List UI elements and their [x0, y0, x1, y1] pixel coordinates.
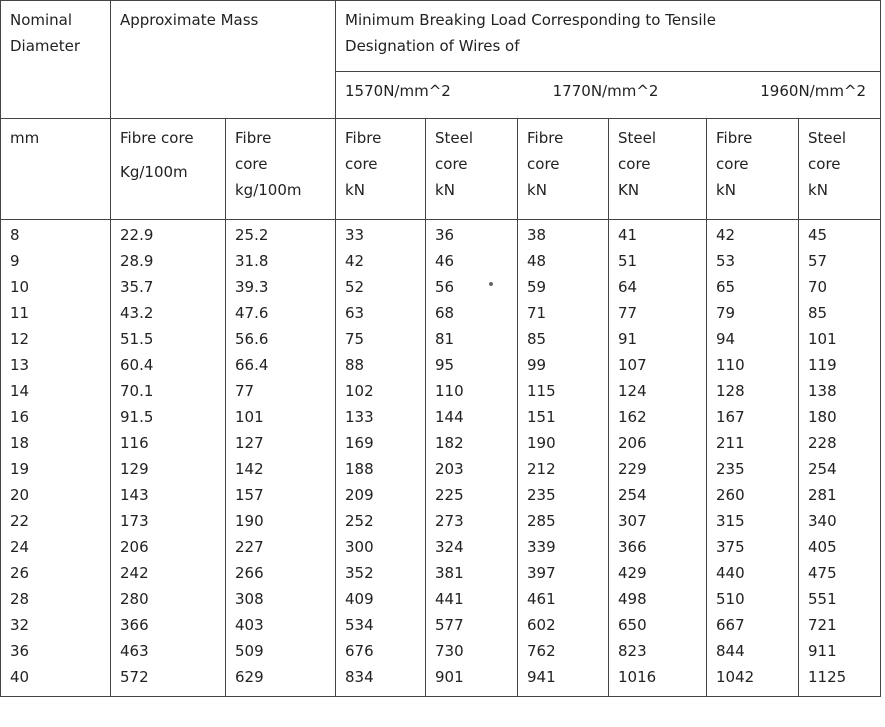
- unit-label-line: core: [235, 155, 268, 173]
- unit-label-line: core: [527, 155, 560, 173]
- col-1570-steel-cell: 81: [435, 330, 455, 348]
- col-1770-fibre-cell: 85: [527, 330, 547, 348]
- unit-label-line: Diameter: [10, 37, 81, 55]
- col-mass-fibre-a-cell: 173: [120, 512, 149, 530]
- col-mass-fibre-a-cell: 129: [120, 460, 149, 478]
- col-1960-steel-cell: 57: [808, 252, 828, 270]
- col-mass-fibre-a-cell: 51.5: [120, 330, 154, 348]
- unit-1570-fibre-core: [336, 119, 426, 220]
- col-1570-steel-cell: 203: [435, 460, 464, 478]
- col-1570-fibre-cell: 33: [345, 226, 365, 244]
- col-1960-steel-cell: 405: [808, 538, 837, 556]
- col-1770-fibre-cell: 38: [527, 226, 547, 244]
- col-1960-fibre-cell: 667: [716, 616, 745, 634]
- col-1960-steel-cell: 85: [808, 304, 828, 322]
- col-mass-fibre-a-cell: 143: [120, 486, 149, 504]
- unit-1570-steel-core: [426, 119, 518, 220]
- col-mass-fibre-a-cell: 206: [120, 538, 149, 556]
- col-1960-fibre-cell: 211: [716, 434, 745, 452]
- unit-label-line: kN: [716, 181, 736, 199]
- col-1960-steel-cell: 138: [808, 382, 837, 400]
- col-1960-steel-cell: 475: [808, 564, 837, 582]
- col-1770-steel-cell: 429: [618, 564, 647, 582]
- col-1960-fibre-cell: 94: [716, 330, 736, 348]
- col-1570-steel-cell: 182: [435, 434, 464, 452]
- col-diameter-cell: 28: [10, 590, 30, 608]
- col-1960-steel-cell: 228: [808, 434, 837, 452]
- col-1770-steel-cell: 41: [618, 226, 638, 244]
- col-1960-fibre-cell: 167: [716, 408, 745, 426]
- col-diameter-values: [1, 220, 111, 697]
- col-diameter-cell: 18: [10, 434, 30, 452]
- unit-label-line: kg/100m: [235, 181, 302, 199]
- col-diameter-cell: 20: [10, 486, 30, 504]
- col-1570-steel-cell: 324: [435, 538, 464, 556]
- col-mass-fibre-b-cell: 101: [235, 408, 264, 426]
- col-1570-fibre-cell: 409: [345, 590, 374, 608]
- col-diameter-cell: 40: [10, 668, 30, 686]
- col-1960-fibre-cell: 110: [716, 356, 745, 374]
- col-1770-steel-cell: 823: [618, 642, 647, 660]
- col-diameter-cell: 14: [10, 382, 30, 400]
- col-mass-fibre-b-cell: 127: [235, 434, 264, 452]
- col-1770-fibre-cell: 59: [527, 278, 547, 296]
- col-1770-steel-cell: 51: [618, 252, 638, 270]
- col-1960-fibre-cell: 260: [716, 486, 745, 504]
- approximate-mass-header: [111, 1, 336, 119]
- col-mass-fibre-b-cell: 266: [235, 564, 264, 582]
- col-1770-steel-cell: 91: [618, 330, 638, 348]
- unit-label-line: Fibre: [527, 129, 564, 147]
- col-1570-steel-cell: 273: [435, 512, 464, 530]
- col-1570-fibre-cell: 834: [345, 668, 374, 686]
- col-mass-fibre-a-values: [111, 220, 226, 697]
- col-1960-steel-cell: 551: [808, 590, 837, 608]
- col-1960-fibre-cell: 375: [716, 538, 745, 556]
- col-1570-steel-cell: 110: [435, 382, 464, 400]
- col-mass-fibre-b-cell: 308: [235, 590, 264, 608]
- col-1570-fibre-values: [336, 220, 426, 697]
- col-mass-fibre-a-cell: 70.1: [120, 382, 154, 400]
- col-diameter-cell: 10: [10, 278, 30, 296]
- col-mass-fibre-b-cell: 509: [235, 642, 264, 660]
- col-mass-fibre-a-cell: 116: [120, 434, 149, 452]
- unit-mass-fibre-core-a: [111, 119, 226, 220]
- col-1960-steel-cell: 70: [808, 278, 828, 296]
- col-1770-steel-cell: 1016: [618, 668, 657, 686]
- unit-label-line: kN: [808, 181, 828, 199]
- col-1770-fibre-cell: 397: [527, 564, 556, 582]
- col-1960-steel-cell: 1125: [808, 668, 847, 686]
- col-1770-fibre-cell: 151: [527, 408, 556, 426]
- col-mass-fibre-a-cell: 91.5: [120, 408, 154, 426]
- tensile-grade-1570: 1570N/mm^2: [345, 82, 451, 100]
- col-1570-fibre-cell: 352: [345, 564, 374, 582]
- col-1960-steel-cell: 180: [808, 408, 837, 426]
- col-mass-fibre-a-cell: 242: [120, 564, 149, 582]
- col-1770-steel-cell: 650: [618, 616, 647, 634]
- col-1960-fibre-cell: 844: [716, 642, 745, 660]
- col-1770-steel-cell: 124: [618, 382, 647, 400]
- col-diameter-cell: 12: [10, 330, 30, 348]
- col-diameter-cell: 26: [10, 564, 30, 582]
- col-1960-steel-cell: 101: [808, 330, 837, 348]
- unit-label-line: Steel: [808, 129, 847, 147]
- col-1570-steel-cell: 95: [435, 356, 455, 374]
- col-diameter-cell: 11: [10, 304, 30, 322]
- col-mass-fibre-b-cell: 31.8: [235, 252, 269, 270]
- col-diameter-cell: 9: [10, 252, 20, 270]
- col-mass-fibre-a-cell: 60.4: [120, 356, 154, 374]
- col-1960-steel-values: [799, 220, 881, 697]
- tensile-grades-cell: [336, 72, 881, 119]
- unit-label-line: kN: [527, 181, 547, 199]
- col-1570-fibre-cell: 676: [345, 642, 374, 660]
- header-row-units: [1, 119, 881, 220]
- nominal-diameter-header: [1, 1, 111, 119]
- col-mass-fibre-b-cell: 190: [235, 512, 264, 530]
- unit-1770-steel-core: [609, 119, 707, 220]
- col-1960-fibre-cell: 42: [716, 226, 736, 244]
- col-mass-fibre-b-cell: 47.6: [235, 304, 269, 322]
- col-1570-steel-cell: 901: [435, 668, 464, 686]
- col-1960-steel-cell: 281: [808, 486, 837, 504]
- col-1570-steel-cell: 577: [435, 616, 464, 634]
- col-1960-fibre-cell: 65: [716, 278, 736, 296]
- col-1570-fibre-cell: 209: [345, 486, 374, 504]
- col-1770-steel-cell: 366: [618, 538, 647, 556]
- col-1570-fibre-cell: 52: [345, 278, 365, 296]
- col-1570-fibre-cell: 300: [345, 538, 374, 556]
- unit-1960-fibre-core: [707, 119, 799, 220]
- col-1770-fibre-cell: 48: [527, 252, 547, 270]
- col-diameter-cell: 32: [10, 616, 30, 634]
- col-1570-fibre-cell: 63: [345, 304, 365, 322]
- col-1770-steel-cell: 162: [618, 408, 647, 426]
- col-1770-fibre-cell: 339: [527, 538, 556, 556]
- unit-label-line: mm: [10, 129, 40, 147]
- col-1570-steel-cell: 730: [435, 642, 464, 660]
- unit-diameter: [1, 119, 111, 220]
- col-1770-fibre-cell: 285: [527, 512, 556, 530]
- min-breaking-load-header: [336, 1, 881, 72]
- data-row: [1, 220, 881, 697]
- unit-label-line: core: [808, 155, 841, 173]
- col-1570-steel-cell: 46: [435, 252, 455, 270]
- unit-label-line: KN: [618, 181, 640, 199]
- unit-label-line: Fibre: [345, 129, 382, 147]
- col-1960-steel-cell: 340: [808, 512, 837, 530]
- unit-label-line: kN: [435, 181, 455, 199]
- col-mass-fibre-a-cell: 43.2: [120, 304, 154, 322]
- col-1960-fibre-cell: 510: [716, 590, 745, 608]
- col-1770-steel-cell: 77: [618, 304, 638, 322]
- col-mass-fibre-b-cell: 629: [235, 668, 264, 686]
- col-mass-fibre-b-cell: 25.2: [235, 226, 269, 244]
- col-diameter-cell: 13: [10, 356, 30, 374]
- unit-label-line: Steel: [435, 129, 474, 147]
- col-1770-steel-cell: 254: [618, 486, 647, 504]
- col-mass-fibre-a-cell: 572: [120, 668, 149, 686]
- col-mass-fibre-b-cell: 227: [235, 538, 264, 556]
- unit-label-line: core: [618, 155, 651, 173]
- col-mass-fibre-b-cell: 39.3: [235, 278, 269, 296]
- col-mass-fibre-a-cell: 35.7: [120, 278, 154, 296]
- unit-label-line: core: [435, 155, 468, 173]
- unit-label-line: Steel: [618, 129, 657, 147]
- unit-1770-fibre-core: [518, 119, 609, 220]
- col-1570-fibre-cell: 252: [345, 512, 374, 530]
- col-diameter-cell: 16: [10, 408, 30, 426]
- col-1960-steel-cell: 254: [808, 460, 837, 478]
- col-1960-fibre-cell: 315: [716, 512, 745, 530]
- col-mass-fibre-b-cell: 157: [235, 486, 264, 504]
- col-mass-fibre-b-cell: 56.6: [235, 330, 269, 348]
- tensile-grade-1770: 1770N/mm^2: [552, 82, 659, 100]
- col-mass-fibre-b-cell: 66.4: [235, 356, 269, 374]
- unit-label-line: Kg/100m: [120, 163, 188, 181]
- col-1570-fibre-cell: 102: [345, 382, 374, 400]
- col-1570-fibre-cell: 534: [345, 616, 374, 634]
- col-1570-steel-cell: 68: [435, 304, 455, 322]
- col-1960-fibre-values: [707, 220, 799, 697]
- col-1570-fibre-cell: 42: [345, 252, 365, 270]
- unit-label-line: Minimum Breaking Load Corresponding to Tensile: [345, 11, 716, 29]
- col-1570-fibre-cell: 133: [345, 408, 374, 426]
- col-mass-fibre-a-cell: 463: [120, 642, 149, 660]
- unit-label-line: Fibre core: [120, 129, 194, 147]
- col-mass-fibre-b-cell: 142: [235, 460, 264, 478]
- unit-label-line: core: [716, 155, 749, 173]
- col-1770-fibre-cell: 762: [527, 642, 556, 660]
- unit-mass-fibre-core-b: [226, 119, 336, 220]
- col-1570-steel-cell: 144: [435, 408, 464, 426]
- unit-label-line: core: [345, 155, 378, 173]
- col-1770-fibre-cell: 461: [527, 590, 556, 608]
- col-1570-fibre-cell: 169: [345, 434, 374, 452]
- col-1770-steel-cell: 64: [618, 278, 638, 296]
- unit-label-line: Approximate Mass: [120, 11, 259, 29]
- col-diameter-cell: 19: [10, 460, 30, 478]
- col-1570-steel-cell: 381: [435, 564, 464, 582]
- col-1570-steel-cell: 36: [435, 226, 455, 244]
- col-diameter-cell: 8: [10, 226, 20, 244]
- unit-label-line: Designation of Wires of: [345, 37, 520, 55]
- col-1770-fibre-values: [518, 220, 609, 697]
- col-1770-steel-cell: 498: [618, 590, 647, 608]
- col-1960-fibre-cell: 1042: [716, 668, 755, 686]
- col-1960-steel-cell: 45: [808, 226, 828, 244]
- col-1770-fibre-cell: 941: [527, 668, 556, 686]
- header-row-top: [1, 1, 881, 72]
- stray-dot: [489, 282, 493, 286]
- col-1570-fibre-cell: 188: [345, 460, 374, 478]
- col-1960-steel-cell: 721: [808, 616, 837, 634]
- col-1960-steel-cell: 119: [808, 356, 837, 374]
- col-1570-steel-values: [426, 220, 518, 697]
- tensile-grade-1960: 1960N/mm^2: [760, 82, 867, 100]
- col-1960-fibre-cell: 128: [716, 382, 745, 400]
- col-1570-fibre-cell: 75: [345, 330, 365, 348]
- col-1570-steel-cell: 441: [435, 590, 464, 608]
- unit-label-line: Fibre: [235, 129, 272, 147]
- col-mass-fibre-b-values: [226, 220, 336, 697]
- col-1770-steel-cell: 229: [618, 460, 647, 478]
- col-mass-fibre-a-cell: 366: [120, 616, 149, 634]
- col-diameter-cell: 22: [10, 512, 30, 530]
- col-mass-fibre-a-cell: 22.9: [120, 226, 154, 244]
- col-1770-fibre-cell: 115: [527, 382, 556, 400]
- col-1770-steel-cell: 107: [618, 356, 647, 374]
- col-1960-fibre-cell: 440: [716, 564, 745, 582]
- unit-1960-steel-core: [799, 119, 881, 220]
- col-1570-steel-cell: 225: [435, 486, 464, 504]
- col-1770-steel-cell: 307: [618, 512, 647, 530]
- col-1960-fibre-cell: 53: [716, 252, 736, 270]
- col-1770-steel-cell: 206: [618, 434, 647, 452]
- col-1960-fibre-cell: 235: [716, 460, 745, 478]
- col-1570-fibre-cell: 88: [345, 356, 365, 374]
- col-1770-fibre-cell: 235: [527, 486, 556, 504]
- col-1960-steel-cell: 911: [808, 642, 837, 660]
- col-diameter-cell: 24: [10, 538, 30, 556]
- unit-label-line: Fibre: [716, 129, 753, 147]
- col-mass-fibre-b-cell: 77: [235, 382, 255, 400]
- unit-label-line: Nominal: [10, 11, 73, 29]
- col-mass-fibre-b-cell: 403: [235, 616, 264, 634]
- col-1770-fibre-cell: 190: [527, 434, 556, 452]
- col-1770-fibre-cell: 602: [527, 616, 556, 634]
- col-1770-fibre-cell: 71: [527, 304, 547, 322]
- col-1570-steel-cell: 56: [435, 278, 455, 296]
- col-mass-fibre-a-cell: 28.9: [120, 252, 154, 270]
- unit-label-line: kN: [345, 181, 365, 199]
- col-1770-steel-values: [609, 220, 707, 697]
- col-1960-fibre-cell: 79: [716, 304, 736, 322]
- col-1770-fibre-cell: 99: [527, 356, 547, 374]
- col-diameter-cell: 36: [10, 642, 30, 660]
- col-mass-fibre-a-cell: 280: [120, 590, 149, 608]
- col-1770-fibre-cell: 212: [527, 460, 556, 478]
